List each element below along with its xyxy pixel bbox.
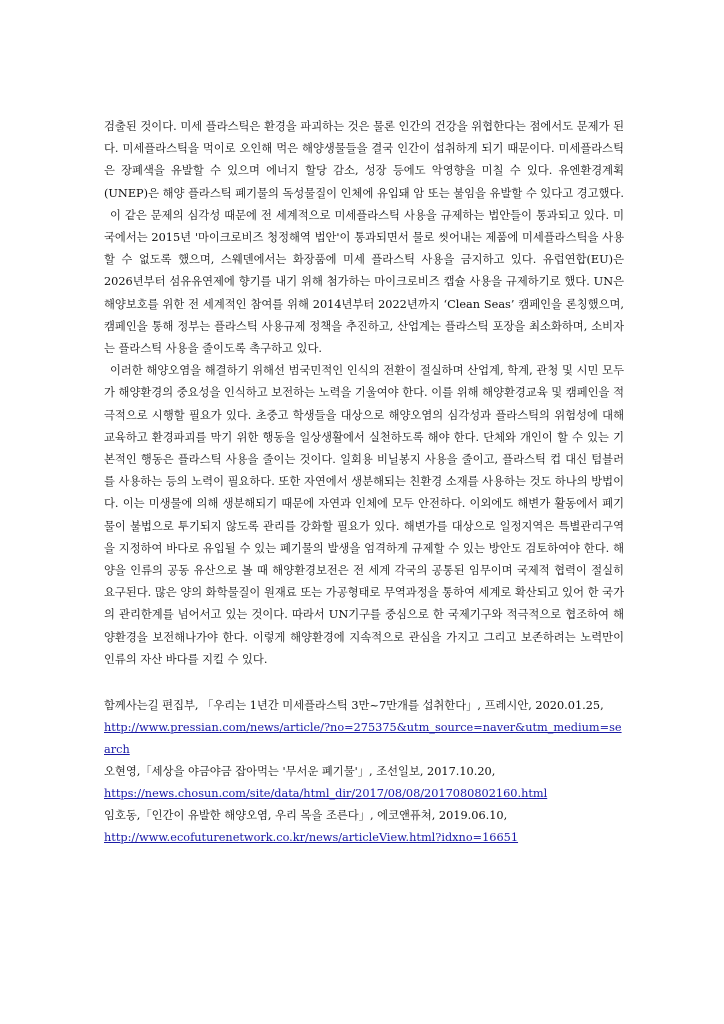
reference-link[interactable]: https://news.chosun.com/site/data/html_dir/2017/08/08/2017080802160.html: [104, 787, 548, 801]
reference-item: [104, 761, 624, 805]
reference-list: [104, 695, 624, 849]
body-paragraph-2: 이 같은 문제의 심각성 때문에 전 세계적으로 미세플라스틱 사용을 규제하는 법안들이 통과되고 있다. 미국에서는 2015년 '마이크로비즈 청정해역 법안'이 통과되면서 물로 씻어내는 제품에 미세플라스틱을 사용할 수 없도록 했으며, 스웨덴에서는 화장품에 미세 플라스틱 사용을 금지하고 있다. 유럽연합(EU)은 2026년부터 섬유유연제에 향기를 내기 위해 첨가하는 마이크로비즈 캡슐 사용을 규제하기로 했다. UN은 해양보호를 위한 전 세계적인 참여를 위해 2014년부터 2022년까지 ‘Clean Seas’ 캠페인을 론칭했으며, 캠페인을 통해 정부는 플라스틱 사용규제 정책을 추진하고, 산업계는 플라스틱 포장을 최소화하며, 소비자는 플라스틱 사용을 줄이도록 촉구하고 있다.: [104, 208, 624, 356]
reference-item: [104, 805, 624, 849]
reference-citation: 함께사는길 편집부, 「우리는 1년간 미세플라스틱 3만~7만개를 섭취한다」, 프레시안, 2020.01.25,: [104, 699, 604, 713]
reference-link[interactable]: http://www.pressian.com/news/article/?no=275375&utm_source=naver&utm_medium=search: [104, 721, 622, 757]
reference-citation: 임호동,「인간이 유발한 해양오염, 우리 목을 조른다」, 에코앤퓨쳐, 2019.06.10,: [104, 809, 508, 823]
body-paragraph-3: 이러한 해양오염을 해결하기 위해선 범국민적인 인식의 전환이 절실하며 산업계, 학계, 관청 및 시민 모두가 해양환경의 중요성을 인식하고 보전하는 노력을 기울여야 한다. 이를 위해 해양환경교육 및 캠페인을 적극적으로 시행할 필요가 있다. 초중고 학생들을 대상으로 해양오염의 심각성과 플라스틱의 위험성에 대해 교육하고 환경파괴를 막기 위한 행동을 일상생활에서 실천하도록 해야 한다. 단체와 개인이 할 수 있는 기본적인 행동은 플라스틱 사용을 줄이는 것이다. 일회용 비닐봉지 사용을 줄이고, 플라스틱 컵 대신 텀블러를 사용하는 등의 노력이 필요하다. 또한 자연에서 생분해되는 친환경 소재를 사용하는 것도 하나의 방법이다. 이는 미생물에 의해 생분해되기 때문에 자연과 인체에 모두 안전하다. 이외에도 해변가 활동에서 폐기물이 불법으로 투기되지 않도록 관리를 강화할 필요가 있다. 해변가를 대상으로 일정지역은 특별관리구역을 지정하여 바다로 유입될 수 있는 폐기물의 발생을 엄격하게 규제할 수 있는 방안도 검토하여야 한다. 해양을 인류의 공동 유산으로 볼 때 해양환경보전은 전 세계 각국의 공통된 임무이며 국제적 협력이 절실히 요구된다. 많은 양의 화학물질이 원재료 또는 가공형태로 무역과정을 통하여 세계로 확산되고 있어 한 국가의 관리한계를 넘어서고 있는 것이다. 따라서 UN기구를 중심으로 한 국제기구와 적극적으로 협조하여 해양환경을 보전해나가야 한다. 이렇게 해양환경에 지속적으로 관심을 가지고 그리고 보존하려는 노력만이 인류의 자산 바다를 지킬 수 있다.: [104, 364, 624, 666]
reference-item: [104, 695, 624, 761]
document-page: [104, 116, 624, 849]
reference-link[interactable]: http://www.ecofuturenetwork.co.kr/news/articleView.html?idxno=16651: [104, 831, 519, 845]
reference-citation: 오현영,「세상을 야금야금 잡아먹는 '무서운 폐기물'」, 조선일보, 2017.10.20,: [104, 765, 496, 779]
body-paragraph-1: 검출된 것이다. 미세 플라스틱은 환경을 파괴하는 것은 물론 인간의 건강을 위협한다는 점에서도 문제가 된다. 미세플라스틱을 먹이로 오인해 먹은 해양생물들을 결국 인간이 섭취하게 되기 때문이다. 미세플라스틱은 장폐색을 유발할 수 있으며 에너지 할당 감소, 성장 등에도 악영향을 미칠 수 있다. 유엔환경계획(UNEP)은 해양 플라스틱 폐기물의 독성물질이 인체에 유입돼 암 또는 불임을 유발할 수 있다고 경고했다.: [104, 120, 624, 200]
